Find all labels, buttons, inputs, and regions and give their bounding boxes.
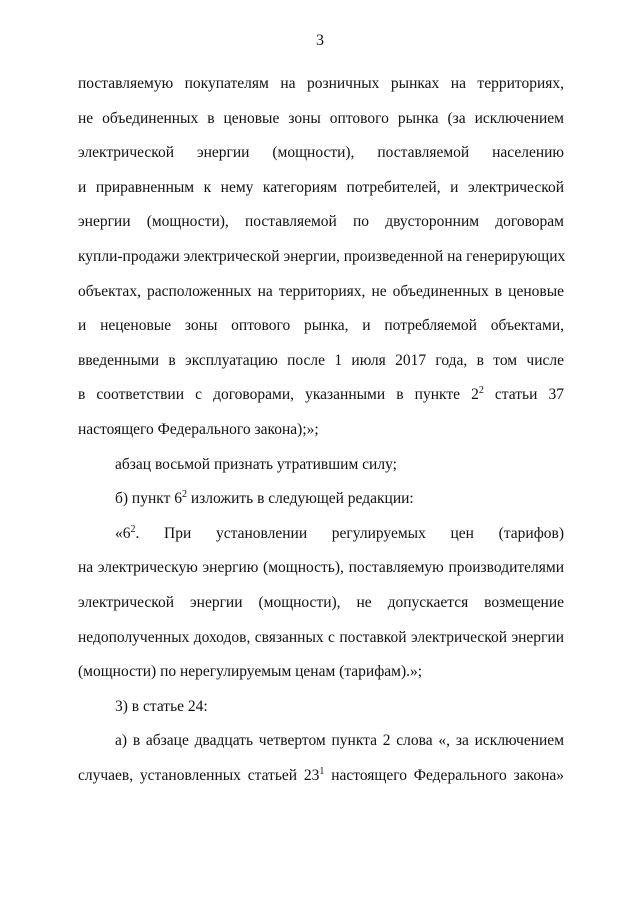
text-line: абзац восьмой признать утратившим силу; [115, 455, 397, 473]
text-line: случаев, установленных статьей $23^1$ настоящего Федерального закона» [78, 765, 565, 784]
text-line: не объединенных в ценовые зоны оптового рынка (за исключением [78, 109, 564, 127]
document-body [78, 67, 564, 793]
text-line: введенными в эксплуатацию после 1 июля 2017 года, в том числе [78, 351, 564, 369]
text-line: электрической энергии (мощности), не допускается возмещение [78, 593, 564, 611]
superscript: 2 [182, 489, 187, 501]
text-line: на электрическую энергию (мощность), поставляемую производителями [78, 559, 564, 577]
superscript: 1 [319, 765, 325, 777]
text-line: и приравненным к нему категориям потребителей, и электрической [78, 178, 564, 196]
text-line: недополученных доходов, связанных с поставкой электрической энергии [78, 628, 564, 646]
text-line: электрической энергии (мощности), поставляемой населению [78, 144, 564, 162]
superscript: 2 [478, 385, 484, 397]
text-line: б) пункт $6^2$ изложить в следующей редакции: [115, 489, 414, 508]
text-line: энергии (мощности), поставляемой по двусторонним договорам [78, 213, 564, 231]
text-line: «$6^2$. При установлении регулируемых цен (тарифов) [115, 523, 564, 542]
page-number: 3 [316, 32, 324, 49]
text-line: 3) в статье 24: [115, 697, 208, 715]
text-line: настоящего Федерального закона);»; [78, 420, 319, 438]
text-line: а) в абзаце двадцать четвертом пункта 2 слова «, за исключением [115, 732, 564, 750]
text-line: объектах, расположенных на территориях, не объединенных в ценовые [78, 282, 564, 300]
text-line: поставляемую покупателям на розничных рынках на территориях, [78, 75, 564, 92]
text-line: в соответствии с договорами, указанными в пункте $2^2$ статьи 37 [78, 385, 564, 404]
text-line: и неценовые зоны оптового рынка, и потребляемой объектами, [78, 317, 564, 335]
superscript: 2 [130, 523, 136, 535]
text-line: (мощности) по нерегулируемым ценам (тарифам).»; [78, 663, 423, 681]
text-line: купли-продажи электрической энергии, произведенной на генерирующих [78, 247, 566, 265]
